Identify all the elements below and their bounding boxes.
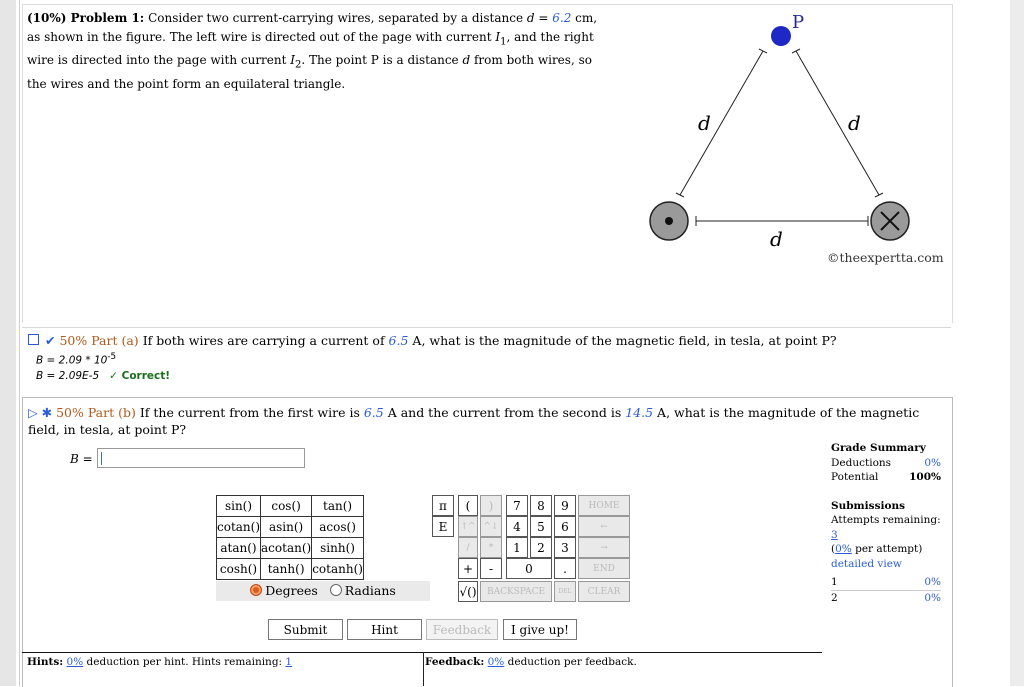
feedback-info	[425, 656, 637, 668]
key-4[interactable]: 4	[506, 516, 528, 537]
grade-summary	[831, 441, 941, 605]
cotanh-key[interactable]: cotanh()	[312, 559, 364, 580]
part-a-text: A, what is the magnitude of the magnetic field, in tesla, at point P?	[408, 333, 837, 348]
scrollbar-track[interactable]	[1010, 0, 1024, 686]
angle-mode	[216, 581, 430, 601]
answer-decimal: B = 2.09E-5	[36, 370, 100, 382]
degrees-radio[interactable]	[250, 584, 262, 596]
wrench-icon: ✱	[41, 405, 53, 420]
part-b-question	[28, 404, 948, 438]
feedback-text: deduction per feedback.	[504, 656, 637, 668]
function-keys	[216, 495, 364, 580]
check-icon: ✔	[44, 333, 56, 348]
problem-statement	[27, 9, 607, 94]
cosh-key[interactable]: cosh()	[217, 559, 261, 580]
part-a-answer	[36, 352, 116, 367]
part-a-question	[28, 333, 837, 348]
divider	[22, 327, 951, 328]
side-right-label: d	[848, 111, 861, 135]
submission-row	[831, 575, 941, 591]
point-p-label: P	[792, 12, 805, 33]
key-2[interactable]: 2	[530, 537, 552, 558]
problem-text: , and the right wire is directed into the page with current	[27, 29, 594, 68]
answer-exponent: -5	[107, 352, 117, 362]
key-1[interactable]: 1	[506, 537, 528, 558]
submission-number: 1	[831, 576, 838, 588]
asin-key[interactable]: asin()	[261, 517, 312, 538]
radians-radio[interactable]	[330, 584, 342, 596]
answer-input[interactable]	[97, 448, 305, 468]
feedback-button[interactable]: Feedback	[426, 619, 498, 640]
end-key[interactable]: END	[578, 558, 630, 579]
feedback-label: Feedback:	[425, 656, 485, 668]
tick	[759, 49, 767, 53]
equals: =	[534, 11, 553, 25]
triangle-figure	[620, 6, 960, 256]
open-paren-key[interactable]: (	[458, 495, 478, 516]
per-attempt-pct[interactable]: 0%	[835, 543, 852, 555]
part-a-current: 6.5	[388, 333, 409, 348]
part-b-text: If the current from the first wire is	[139, 405, 364, 420]
key-7[interactable]: 7	[506, 495, 528, 516]
problem-text: Consider two current-carrying wires, separated by a distance	[148, 11, 527, 25]
part-b-current-2: 14.5	[625, 405, 654, 420]
correct-badge: ✓ Correct!	[109, 370, 171, 382]
part-b-text: A, what is the magnitude of the magnetic field, in tesla, at point P?	[28, 405, 920, 437]
problem-text: . The point P is a distance	[301, 53, 463, 68]
up-arrow-key[interactable]: ↑^	[458, 516, 478, 537]
footer-divider	[22, 652, 822, 653]
degrees-label: Degrees	[265, 583, 318, 598]
down-arrow-key[interactable]: ^↓	[480, 516, 502, 537]
give-up-button[interactable]: I give up!	[503, 619, 577, 640]
divide-key[interactable]: /	[458, 537, 478, 558]
text-cursor	[101, 452, 102, 465]
cos-key[interactable]: cos()	[261, 496, 312, 517]
radians-label: Radians	[344, 583, 396, 598]
problem-text: from both wires, so the wires and the point form an equilateral triangle.	[27, 53, 592, 92]
sinh-key[interactable]: sinh()	[312, 538, 364, 559]
var-i1: I	[495, 29, 501, 44]
hint-button[interactable]: Hint	[347, 619, 422, 640]
part-a-label: 50% Part (a)	[59, 333, 139, 348]
answer-label: B =	[70, 452, 93, 466]
per-attempt-text: per attempt)	[851, 543, 923, 555]
backspace-key[interactable]: BACKSPACE	[480, 581, 552, 602]
tanh-key[interactable]: tanh()	[261, 559, 312, 580]
distance-value: 6.2	[552, 11, 572, 25]
key-9[interactable]: 9	[554, 495, 576, 516]
acotan-key[interactable]: acotan()	[261, 538, 312, 559]
left-arrow-key[interactable]: ←	[578, 516, 630, 537]
var-d: d	[462, 53, 471, 68]
wire-out-of-page-icon	[650, 202, 688, 240]
sin-key[interactable]: sin()	[217, 496, 261, 517]
sub-2: 2	[295, 59, 302, 71]
sub-1: 1	[500, 35, 507, 47]
wire-into-page-icon	[871, 202, 909, 240]
minus-key[interactable]: -	[480, 558, 502, 579]
plus-key[interactable]: +	[458, 558, 478, 579]
part-b-current-1: 6.5	[363, 405, 384, 420]
key-3[interactable]: 3	[554, 537, 576, 558]
attempts-value[interactable]: 3	[831, 528, 838, 541]
submit-button[interactable]: Submit	[268, 619, 343, 640]
footer-separator	[423, 652, 424, 686]
side-right	[796, 51, 879, 195]
part-a-answer-decimal	[36, 370, 170, 382]
cotan-key[interactable]: cotan()	[217, 517, 261, 538]
tick	[676, 193, 684, 197]
potential-label: Potential	[831, 471, 879, 483]
decimal-key[interactable]: .	[554, 558, 576, 579]
key-8[interactable]: 8	[530, 495, 552, 516]
submission-pct: 0%	[924, 576, 941, 588]
hints-pct[interactable]: 0%	[66, 656, 84, 668]
attempts-label: Attempts remaining:	[831, 514, 941, 526]
submission-row	[831, 591, 941, 606]
clear-key[interactable]: CLEAR	[578, 581, 630, 602]
problem-label: (10%) Problem 1:	[27, 11, 145, 25]
submission-number: 2	[831, 591, 838, 604]
close-paren-key[interactable]: )	[480, 495, 502, 516]
answer-expression: B = 2.09 * 10	[36, 354, 108, 367]
detailed-view-link[interactable]: detailed view	[831, 557, 902, 570]
home-key[interactable]: HOME	[578, 495, 630, 516]
part-b-label: 50% Part (b)	[56, 405, 136, 420]
tick	[792, 49, 800, 53]
play-icon: ▷	[28, 405, 38, 420]
left-gutter	[0, 0, 16, 686]
var-d: d	[526, 11, 535, 25]
problem-text: cm, as shown in the figure. The left wire is directed out of the page with current	[27, 11, 598, 44]
part-a-text: If both wires are carrying a current of	[142, 333, 389, 348]
deductions-label: Deductions	[831, 456, 892, 469]
paren: (	[831, 543, 836, 555]
potential-value: 100%	[909, 471, 941, 483]
side-bottom-label: d	[770, 227, 783, 251]
var-i2: I	[290, 53, 296, 68]
hints-label: Hints:	[27, 656, 64, 668]
atan-key[interactable]: atan()	[217, 538, 261, 559]
e-key[interactable]: E	[432, 516, 454, 537]
acos-key[interactable]: acos()	[312, 517, 364, 538]
collapse-icon[interactable]	[28, 334, 39, 345]
feedback-pct[interactable]: 0%	[487, 656, 505, 668]
sqrt-key[interactable]: √()	[458, 581, 478, 602]
key-0[interactable]: 0	[506, 558, 552, 579]
grade-summary-title: Grade Summary	[831, 442, 926, 454]
side-left	[680, 51, 763, 195]
tan-key[interactable]: tan()	[312, 496, 364, 517]
point-p	[771, 26, 791, 46]
copyright-text: ©theexpertta.com	[827, 250, 944, 265]
deductions-value: 0%	[924, 456, 941, 469]
part-b-text: A and the current from the second is	[383, 405, 626, 420]
del-key[interactable]: DEL	[554, 581, 576, 602]
tick	[875, 193, 883, 197]
submissions-title: Submissions	[831, 499, 906, 512]
key-6[interactable]: 6	[554, 516, 576, 537]
pi-key[interactable]: π	[432, 495, 454, 516]
left-divider	[19, 0, 20, 686]
multiply-key[interactable]: *	[480, 537, 502, 558]
side-left-label: d	[698, 111, 711, 135]
key-5[interactable]: 5	[530, 516, 552, 537]
submission-pct: 0%	[924, 591, 941, 604]
hints-text: deduction per hint. Hints remaining:	[83, 656, 286, 668]
hints-remaining[interactable]: 1	[285, 656, 293, 668]
right-arrow-key[interactable]: →	[578, 537, 630, 558]
hints-info	[27, 656, 292, 668]
